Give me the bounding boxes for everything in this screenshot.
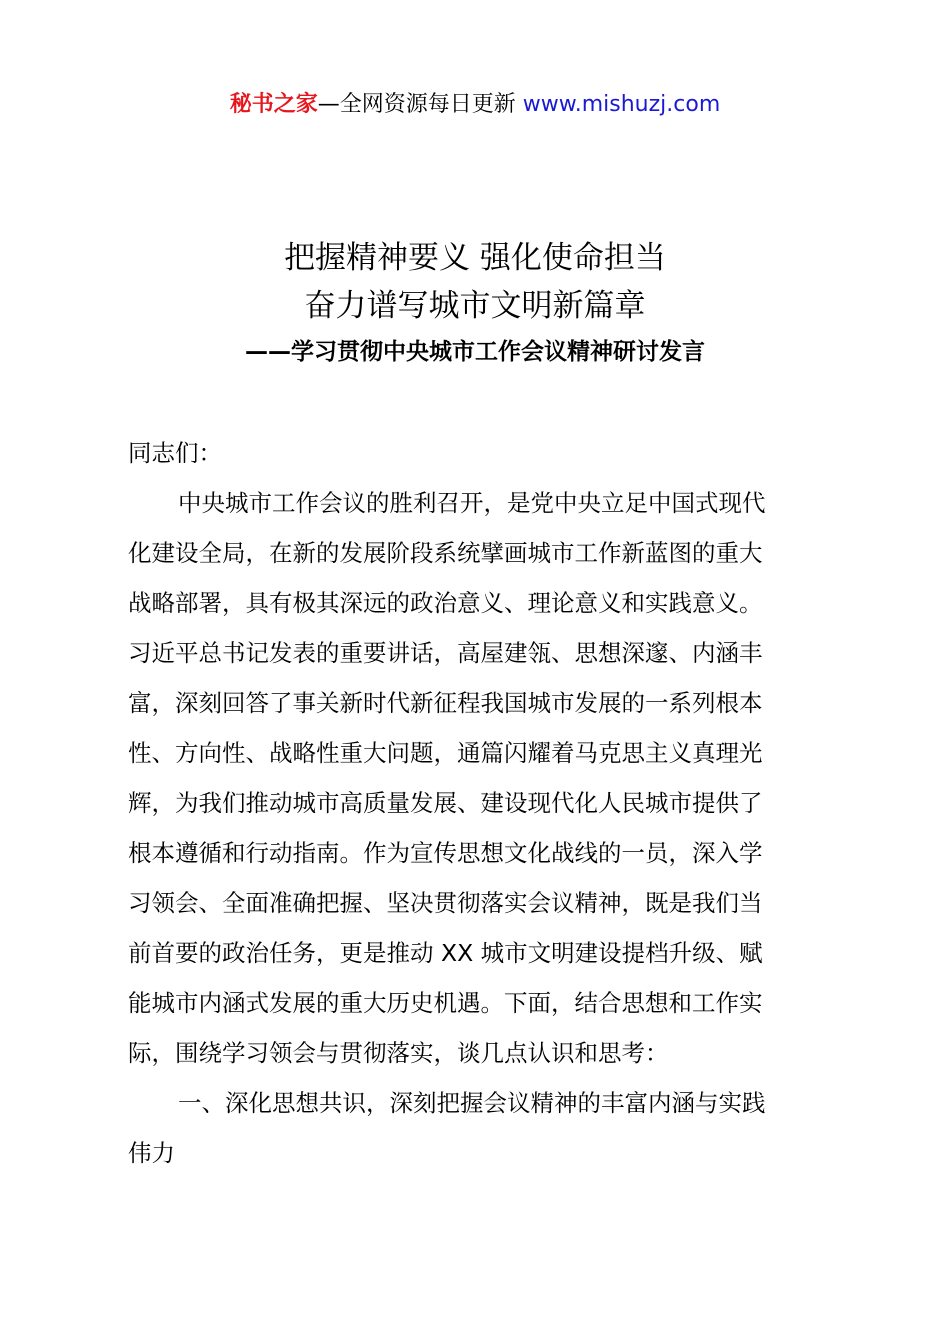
site-brand: 秘书之家 <box>229 92 318 117</box>
document-subtitle: ——学习贯彻中央城市工作会议精神研讨发言 <box>245 339 705 365</box>
document-title-line-1: 把握精神要义 强化使命担当 <box>284 240 666 276</box>
paragraph-line: 能城市内涵式发展的重大历史机遇。下面，结合思想和工作实 <box>128 989 763 1017</box>
paragraph-line: 根本遵循和行动指南。作为宣传思想文化战线的一员，深入学 <box>128 839 763 867</box>
paragraph-line: 战略部署，具有极其深远的政治意义、理论意义和实践意义。 <box>128 589 763 617</box>
document-title-line-2: 奋力谱写城市文明新篇章 <box>304 288 646 324</box>
site-header <box>0 88 950 122</box>
document-body <box>128 428 838 1178</box>
paragraph-line: 前首要的政治任务，更是推动 XX 城市文明建设提档升级、赋 <box>128 939 763 967</box>
paragraph-line: 化建设全局，在新的发展阶段系统擘画城市工作新蓝图的重大 <box>128 539 763 567</box>
site-slogan: —全网资源每日更新 <box>317 92 516 117</box>
paragraph-line: 中央城市工作会议的胜利召开，是党中央立足中国式现代 <box>178 489 766 517</box>
paragraph-line: 际，围绕学习领会与贯彻落实，谈几点认识和思考： <box>128 1039 669 1067</box>
paragraph-line: 性、方向性、战略性重大问题，通篇闪耀着马克思主义真理光 <box>128 739 763 767</box>
section-1-heading <box>128 1078 838 1178</box>
section-heading-line: 一、深化思想共识，深刻把握会议精神的丰富内涵与实践 <box>178 1089 766 1117</box>
salutation: 同志们： <box>128 439 222 467</box>
paragraph-line: 富，深刻回答了事关新时代新征程我国城市发展的一系列根本 <box>128 689 763 717</box>
paragraph-line: 习近平总书记发表的重要讲话，高屋建瓴、思想深邃、内涵丰 <box>128 639 763 667</box>
paragraph-line: 习领会、全面准确把握、坚决贯彻落实会议精神，既是我们当 <box>128 889 763 917</box>
paragraph-line: 辉，为我们推动城市高质量发展、建设现代化人民城市提供了 <box>128 789 763 817</box>
section-heading-line: 伟力 <box>128 1139 175 1167</box>
paragraph-1 <box>128 478 838 1078</box>
site-url-link[interactable]: www.mishuzj.com <box>522 92 721 117</box>
